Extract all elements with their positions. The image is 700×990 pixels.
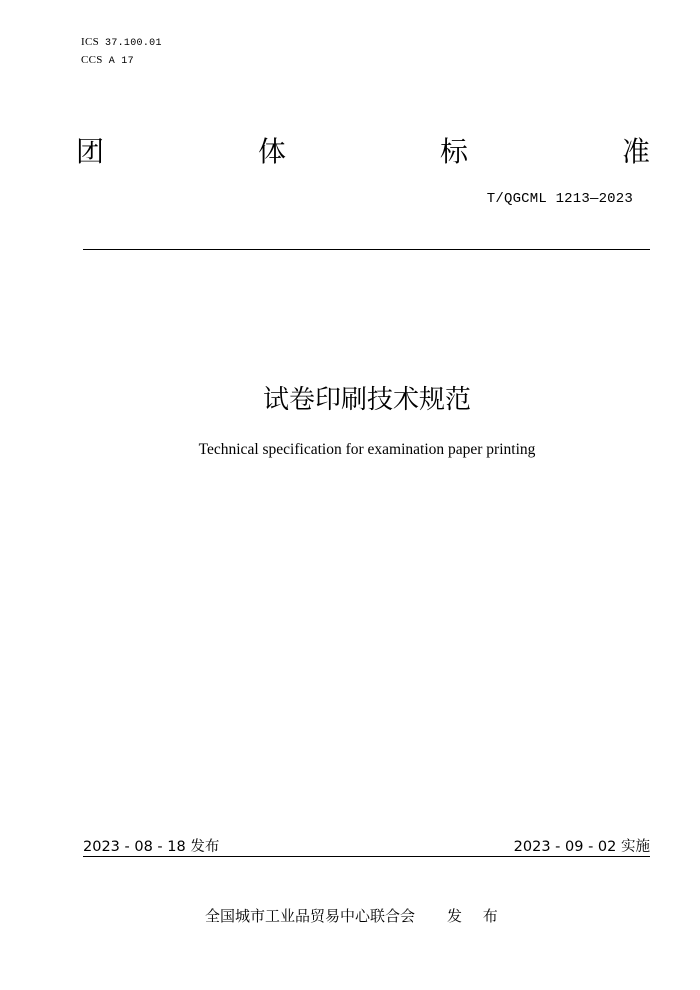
ics-label: ICS: [81, 36, 100, 48]
document-title-chinese: 试卷印刷技术规范: [262, 385, 471, 415]
standard-type-heading: [76, 134, 650, 170]
publisher-line: [205, 905, 506, 926]
ics-code: 37.100.01: [105, 38, 162, 49]
standard-type-char: 标: [439, 135, 468, 168]
standard-type-char: 准: [621, 135, 650, 168]
standard-type-char: 团: [76, 135, 105, 168]
standard-number: T/QGCML 1213—2023: [486, 191, 633, 207]
footer-divider: [83, 856, 650, 857]
ccs-classification: [81, 54, 134, 67]
implementation-date: 2023 - 09 - 02 实施: [513, 839, 650, 855]
document-title-english: Technical specification for examination paper printing: [198, 441, 536, 458]
ccs-label: CCS: [81, 54, 103, 66]
header-divider: [83, 249, 650, 250]
ics-classification: [81, 36, 162, 49]
issue-date: 2023 - 08 - 18 发布: [83, 839, 220, 855]
publish-action: 发 布: [447, 907, 506, 925]
standard-type-char: 体: [257, 135, 286, 168]
ccs-code: A 17: [108, 56, 134, 67]
publisher-name: 全国城市工业品贸易中心联合会: [205, 907, 416, 925]
